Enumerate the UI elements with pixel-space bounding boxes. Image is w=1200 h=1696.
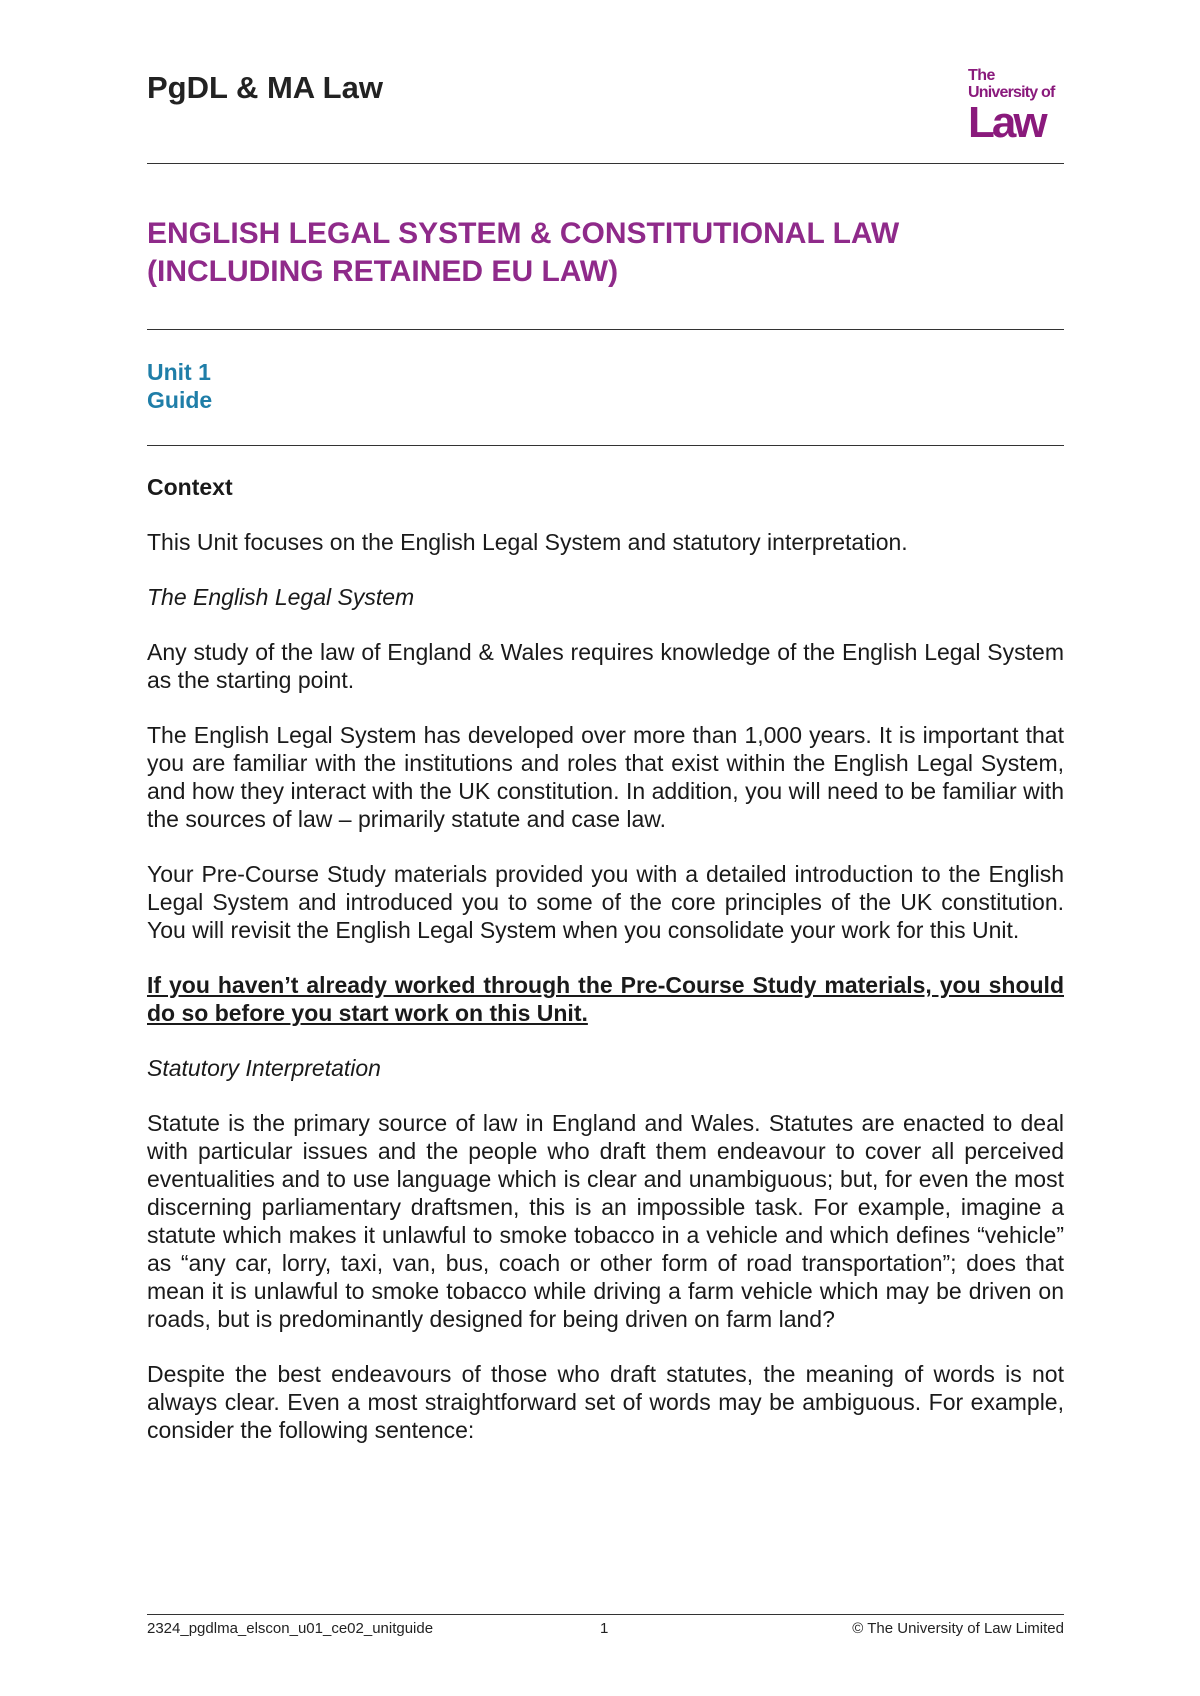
divider-title	[147, 329, 1064, 330]
footer-divider	[147, 1614, 1064, 1615]
unit-number: Unit 1	[147, 359, 211, 385]
paragraph-3: Your Pre-Course Study materials provided you with a detailed introduction to the English Legal System and introduced you to some of the core principles of the UK constitution. You will revisit the English Legal System when you consolidate your work for this Unit.	[147, 861, 1064, 943]
unit-subtitle: Guide	[147, 387, 213, 413]
course-title: PgDL & MA Law	[147, 70, 383, 105]
section-heading: Context	[147, 474, 233, 500]
document-title-line-1: ENGLISH LEGAL SYSTEM & CONSTITUTIONAL LAW	[147, 217, 900, 250]
university-logo	[968, 68, 1064, 145]
section-title-els: The English Legal System	[147, 584, 415, 610]
paragraph-2: The English Legal System has developed over more than 1,000 years. It is important that you are familiar with the institutions and roles that exist within the English Legal System, and how they interact with the UK constitution. In addition, you will need to be familiar with the sources of law – primarily statute and case law.	[147, 722, 1064, 832]
footer-page-number: 1	[600, 1620, 609, 1637]
section-title-statutory: Statutory Interpretation	[147, 1055, 381, 1081]
logo-line-3: Law	[968, 98, 1045, 147]
divider-top	[147, 163, 1064, 164]
footer-file-code: 2324_pgdlma_elscon_u01_ce02_unitguide	[147, 1620, 434, 1637]
paragraph-4: Statute is the primary source of law in England and Wales. Statutes are enacted to deal with particular issues and the people who draft them endeavour to cover all perceived eventualities and to use language which is clear and unambiguous; but, for even the most discerning parliamentary draftsmen, this is an impossible task. For example, imagine a statute which makes it unlawful to smoke tobacco in a vehicle and which defines “vehicle” as “any car, lorry, taxi, van, bus, coach or other form of road transportation”; does that mean it is unlawful to smoke tobacco while driving a farm vehicle which may be driven on roads, but is predominantly designed for being driven on farm land?	[147, 1110, 1064, 1332]
paragraph-1: Any study of the law of England & Wales requires knowledge of the English Legal System as the starting point.	[147, 639, 1064, 693]
logo-line-2: University of	[968, 84, 1055, 101]
paragraph-5: Despite the best endeavours of those who draft statutes, the meaning of words is not always clear. Even a most straightforward set of words may be ambiguous. For example, consider the following sentence:	[147, 1361, 1064, 1443]
notice-paragraph: If you haven’t already worked through the Pre-Course Study materials, you should do so before you start work on this Unit.	[147, 972, 1064, 1026]
logo-line-1: The	[968, 67, 995, 84]
footer-copyright: © The University of Law Limited	[852, 1620, 1064, 1637]
unit-label	[147, 358, 212, 414]
document-title	[147, 215, 1064, 291]
divider-unit	[147, 445, 1064, 446]
intro-paragraph: This Unit focuses on the English Legal System and statutory interpretation.	[147, 529, 908, 555]
document-title-line-2: (INCLUDING RETAINED EU LAW)	[147, 255, 619, 288]
document-body	[147, 473, 1064, 1471]
